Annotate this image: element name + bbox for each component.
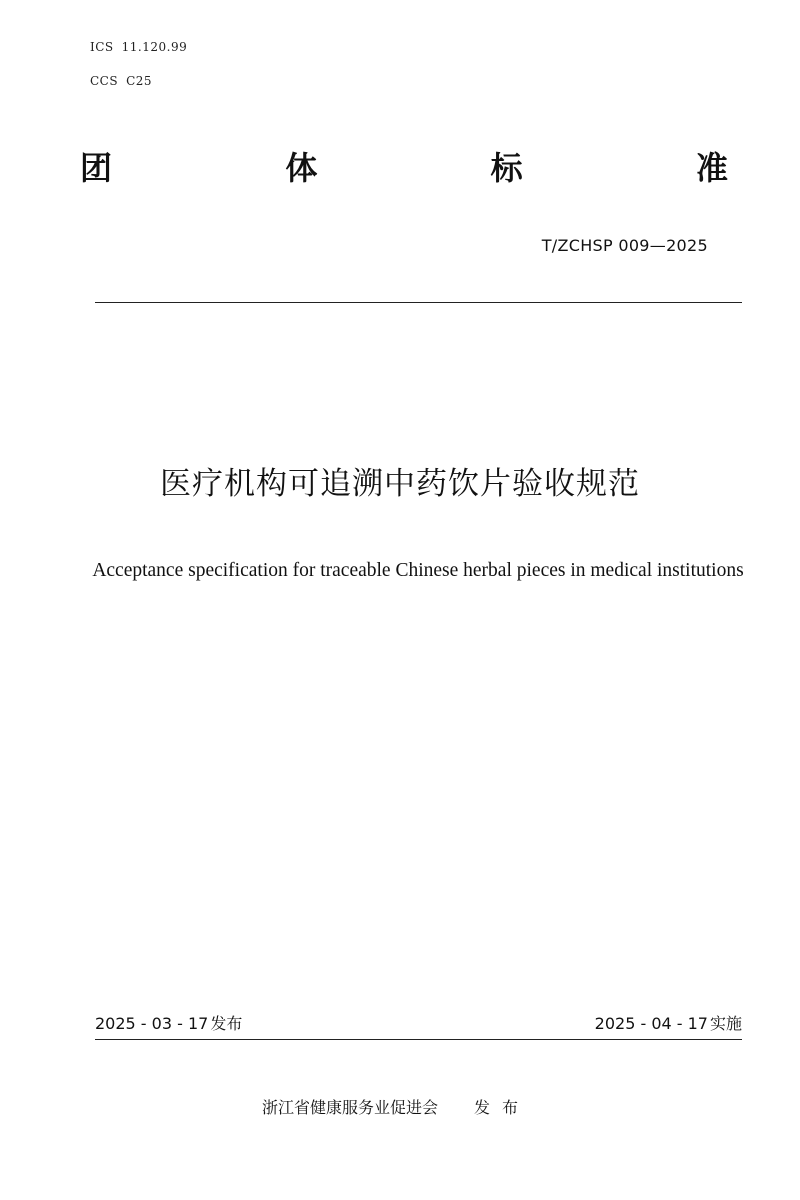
document-title-english: Acceptance specification for traceable Chinese herbal pieces in medical institutions bbox=[92, 560, 744, 581]
release-label: 发布 bbox=[210, 1014, 243, 1033]
implement-date-value: 2025 - 04 - 17 bbox=[594, 1014, 708, 1033]
publisher-line bbox=[262, 1097, 530, 1119]
ics-label: ICS bbox=[90, 40, 114, 54]
publish-word: 发布 bbox=[474, 1098, 531, 1117]
doc-type-char: 团 bbox=[80, 149, 113, 187]
bottom-divider bbox=[95, 1039, 742, 1040]
doc-type-char: 体 bbox=[285, 149, 318, 187]
top-divider bbox=[95, 302, 742, 303]
implement-label: 实施 bbox=[709, 1014, 742, 1033]
doc-type-char: 准 bbox=[695, 149, 728, 187]
ics-classification bbox=[90, 40, 187, 54]
release-date-value: 2025 - 03 - 17 bbox=[95, 1014, 209, 1033]
ccs-code: C25 bbox=[126, 74, 153, 88]
standard-number: T/ZCHSP 009—2025 bbox=[541, 236, 708, 255]
release-date bbox=[95, 1013, 242, 1035]
ics-code: 11.120.99 bbox=[121, 40, 188, 54]
document-type-heading bbox=[80, 148, 728, 188]
ccs-label: CCS bbox=[90, 74, 119, 88]
document-title-chinese: 医疗机构可追溯中药饮片验收规范 bbox=[160, 466, 640, 502]
publisher-organization: 浙江省健康服务业促进会 bbox=[262, 1098, 439, 1117]
implementation-date bbox=[595, 1013, 742, 1035]
ccs-classification bbox=[90, 74, 152, 88]
doc-type-char: 标 bbox=[490, 149, 523, 187]
